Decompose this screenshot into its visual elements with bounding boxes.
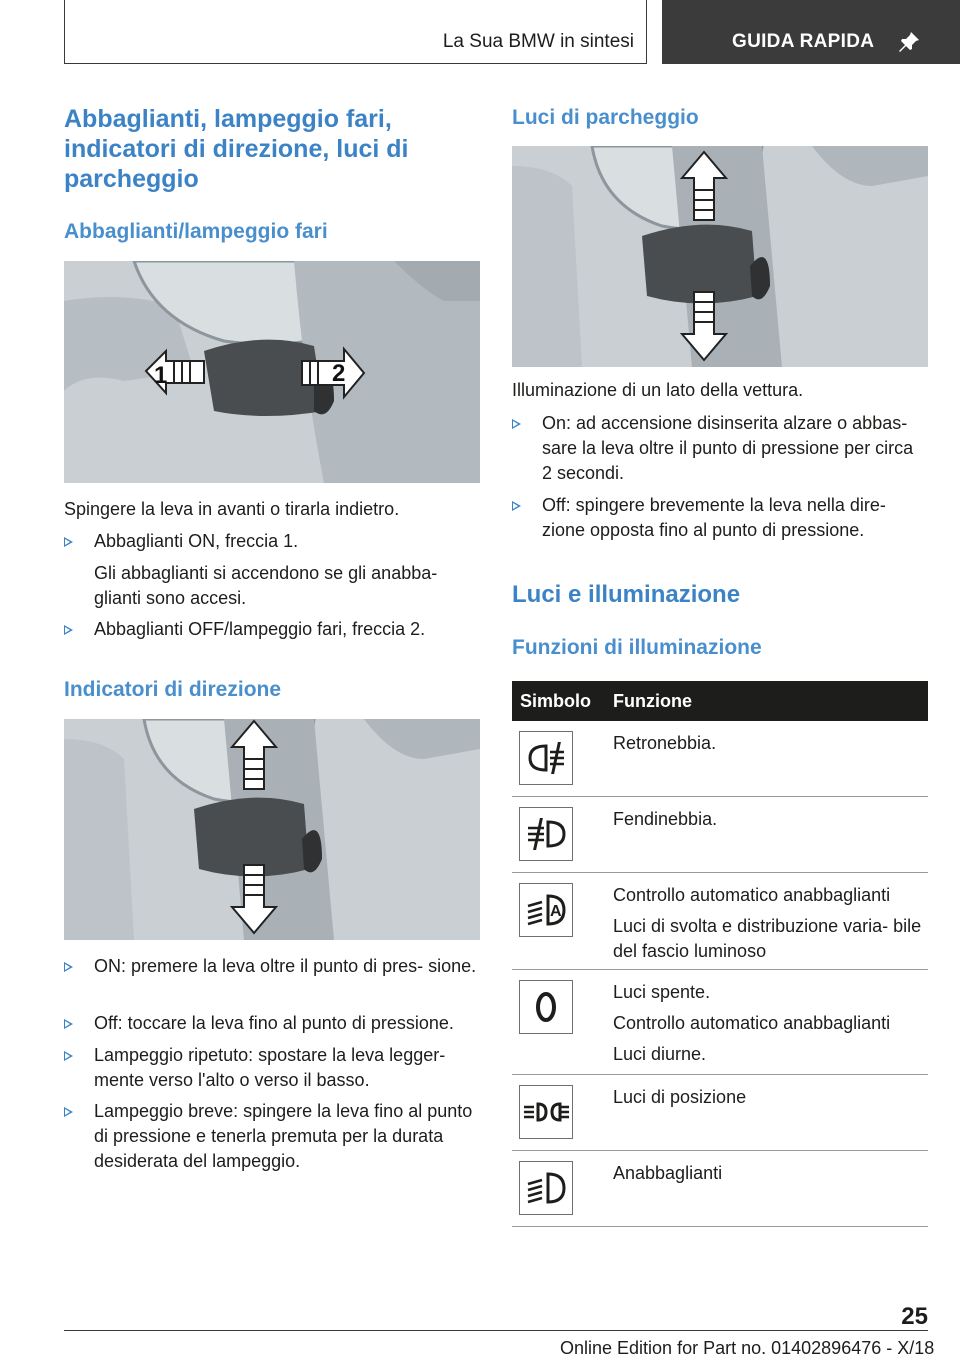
bullet-high-beam-on-note: Gli abbaglianti si accendono se gli anabba- glianti sono accesi. [94, 563, 438, 608]
bullet-turn-on: ON: premere la leva oltre il punto di pres- sione. [64, 954, 480, 979]
fig-label-2: 2 [332, 360, 346, 387]
subheading-high-beam: Abbaglianti/lampeggio fari [64, 220, 328, 243]
table-row [512, 873, 928, 970]
figure-parking-light-lever [512, 146, 928, 367]
bullet-triangle-icon [64, 962, 73, 972]
fig-label-1: 1 [154, 362, 168, 389]
bullet-high-beam-off: Abbaglianti OFF/lampeggio fari, freccia 2. [64, 617, 480, 642]
table-cell-function: Anabbaglianti [613, 1163, 723, 1183]
page-number: 25 [901, 1303, 928, 1330]
header-chapter-tab[interactable] [662, 0, 960, 64]
table-row [512, 797, 928, 873]
table-cell-function: Fendinebbia. [613, 809, 718, 829]
bullet-triangle-icon [64, 1051, 73, 1061]
header-section-box [64, 0, 647, 64]
svg-text:A: A [550, 903, 562, 920]
bullet-triangle-icon [64, 1019, 73, 1029]
bullet-turn-off: Off: toccare la leva fino al punto di pressione. [64, 1011, 480, 1036]
table-row [512, 970, 928, 1075]
bullet-triangle-icon [64, 625, 73, 635]
bullet-parking-off: Off: spingere brevemente la leva nella dire- zione opposta fino al punto di pressione. [512, 493, 928, 543]
bullet-triangle-icon [512, 501, 521, 511]
bullet-triangle-icon [64, 537, 73, 547]
subheading-light-functions: Funzioni di illuminazione [512, 636, 762, 659]
subheading-turn-signals: Indicatori di direzione [64, 678, 282, 701]
heading-lights: Luci e illuminazione [512, 581, 741, 608]
table-row [512, 721, 928, 797]
paragraph-one-side: Illuminazione di un lato della vettura. [512, 380, 804, 400]
bullet-repeat-flash: Lampeggio ripetuto: spostare la leva legger- mente verso l'alto o verso il basso. [64, 1043, 480, 1093]
lights-off-zero-icon [519, 980, 573, 1034]
rear-fog-light-icon [519, 731, 573, 785]
low-beam-icon [519, 1161, 573, 1215]
table-header-function: Funzione [613, 691, 692, 711]
bullet-short-flash: Lampeggio breve: spingere la leva fino al punto di pressione e tenerla premuta per la durata desiderata del lampeggio. [64, 1099, 480, 1174]
figure-turn-signal-lever [64, 719, 480, 940]
table-cell-function: Luci di posizione [613, 1087, 747, 1107]
bullet-parking-on: On: ad accensione disinserita alzare o abbas- sare la leva oltre il punto di pressione per circa 2 secondi. [512, 411, 928, 486]
bullet-triangle-icon [512, 419, 521, 429]
heading-parking-lights: Luci di parcheggio [512, 106, 699, 129]
pin-icon [896, 28, 922, 54]
lighting-functions-table [512, 681, 928, 1227]
table-row [512, 1151, 928, 1227]
parking-lights-icon [519, 1085, 573, 1139]
header-section-title: La Sua BMW in sintesi [442, 31, 634, 52]
bullet-high-beam-on: Abbaglianti ON, freccia 1. [64, 529, 480, 554]
bullet-triangle-icon [64, 1107, 73, 1117]
front-fog-light-icon [519, 807, 573, 861]
edition-footer: Online Edition for Part no. 01402896476 - X/18 [560, 1338, 935, 1358]
automatic-low-beam-icon [519, 883, 573, 937]
paragraph-push-lever: Spingere la leva in avanti o tirarla indietro. [64, 499, 400, 519]
header-chapter-label: GUIDA RAPIDA [732, 31, 875, 52]
table-row [512, 1075, 928, 1151]
page-title: Abbaglianti, lampeggio fari, indicatori di direzione, luci di parcheggio [64, 105, 409, 193]
table-cell-function: Luci spente. Controllo automatico anabbaglianti Luci diurne. [613, 982, 891, 1064]
table-cell-function: Controllo automatico anabbaglianti Luci di svolta e distribuzione varia- bile del fascio luminoso [613, 885, 922, 961]
figure-high-beam-lever [64, 261, 480, 483]
table-cell-function: Retronebbia. [613, 733, 717, 753]
table-header-symbol: Simbolo [520, 691, 591, 711]
footer-divider [64, 1330, 928, 1331]
table-header [512, 681, 928, 721]
